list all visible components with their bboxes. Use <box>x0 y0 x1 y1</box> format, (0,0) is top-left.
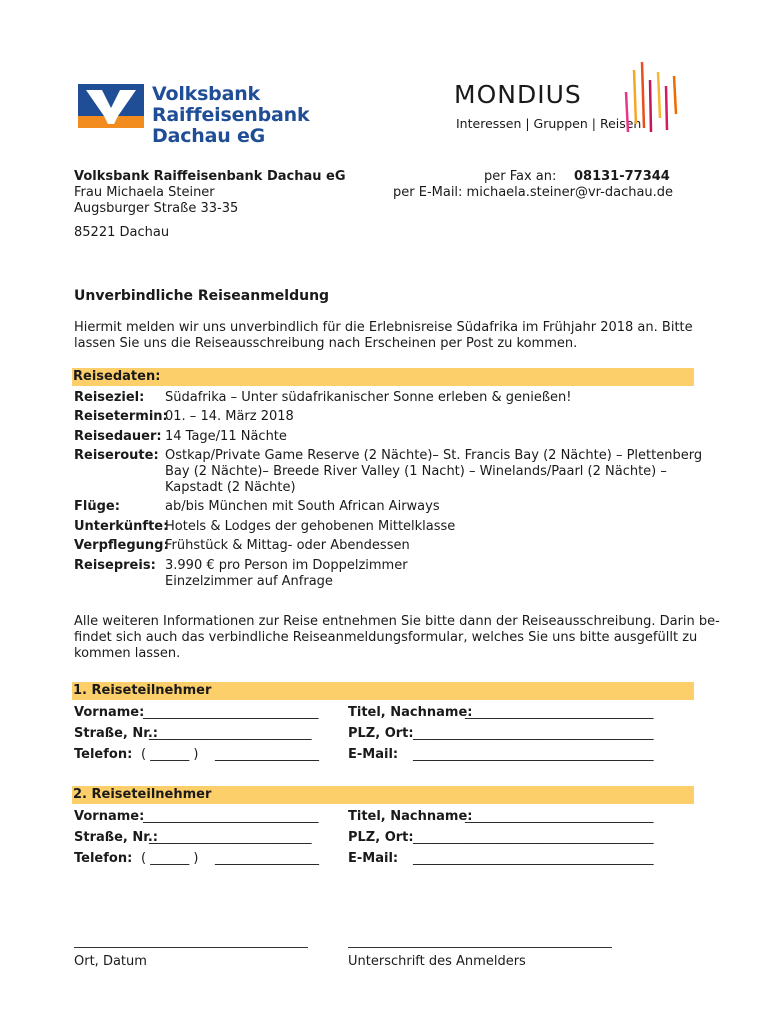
recipient-person: Frau Michaela Steiner <box>74 185 215 200</box>
p1-plz-label: PLZ, Ort: <box>348 726 414 741</box>
mondius-tagline: Interessen | Gruppen | Reisen <box>456 116 642 131</box>
fax-number: 08131-77344 <box>574 169 670 184</box>
p1-telefon-field[interactable]: ________________ <box>215 747 319 762</box>
p1-strasse-field[interactable]: _________________________ <box>149 726 312 741</box>
row-label-verpflegung: Verpflegung: <box>74 538 169 553</box>
recipient-city: 85221 Dachau <box>74 225 170 240</box>
p2-vorname-label: Vorname: <box>74 809 145 824</box>
info-line2: findet sich auch das verbindliche Reiseanmeldungsformular, welches Sie uns bitte ausgefüllt zu <box>74 630 698 645</box>
row-value-reisepreis-2: Einzelzimmer auf Anfrage <box>165 574 333 589</box>
p2-vorname-field[interactable]: ___________________________ <box>143 809 319 824</box>
p1-vorname-label: Vorname: <box>74 705 145 720</box>
participant1-band <box>72 682 694 700</box>
row-label-reisedauer: Reisedauer: <box>74 429 162 444</box>
row-value-fluege: ab/bis München mit South African Airways <box>165 499 440 514</box>
recipient-company: Volksbank Raiffeisenbank Dachau eG <box>74 169 346 184</box>
p2-telefon-field[interactable]: ________________ <box>215 851 319 866</box>
row-value-reiseroute-1: Ostkap/Private Game Reserve (2 Nächte)– St. Francis Bay (2 Nächte) – Plettenberg <box>165 448 703 463</box>
row-value-verpflegung: Frühstück & Mittag- oder Abendessen <box>165 538 410 553</box>
row-label-unterkuenfte: Unterkünfte: <box>74 519 169 534</box>
row-label-reisepreis: Reisepreis: <box>74 558 156 573</box>
info-line3: kommen lassen. <box>74 646 181 661</box>
email-line: per E-Mail: michaela.steiner@vr-dachau.de <box>393 185 674 200</box>
row-value-reisedauer: 14 Tage/11 Nächte <box>165 429 287 444</box>
row-value-reisetermin: 01. – 14. März 2018 <box>165 409 294 424</box>
p2-titel-label: Titel, Nachname: <box>348 809 473 824</box>
intro-line1: Hiermit melden wir uns unverbindlich für die Erlebnisreise Südafrika im Frühjahr 2018 an. Bitte <box>74 320 693 335</box>
participant1-heading: 1. Reiseteilnehmer <box>73 683 212 698</box>
reisedaten-heading: Reisedaten: <box>73 369 161 384</box>
volksbank-logo <box>78 83 408 147</box>
info-line1: Alle weiteren Informationen zur Reise entnehmen Sie bitte dann der Reiseausschreibung. Darin be- <box>74 614 720 629</box>
p2-plz-field[interactable]: _____________________________________ <box>413 830 654 845</box>
signature-left-label: Ort, Datum <box>74 954 147 969</box>
signature-right-label: Unterschrift des Anmelders <box>348 954 526 969</box>
p1-titel-field[interactable]: _____________________________ <box>465 705 654 720</box>
p1-telefon-label: Telefon: <box>74 747 133 762</box>
p2-plz-label: PLZ, Ort: <box>348 830 414 845</box>
row-label-reiseroute: Reiseroute: <box>74 448 159 463</box>
row-value-unterkuenfte: Hotels & Lodges der gehobenen Mittelklasse <box>165 519 456 534</box>
p2-telefon-label: Telefon: <box>74 851 133 866</box>
signature-line-right[interactable] <box>348 947 612 948</box>
p2-strasse-label: Straße, Nr.: <box>74 830 158 845</box>
volksbank-mark-icon <box>78 84 144 128</box>
p2-telefon-area-field[interactable]: ( ______ ) <box>141 851 199 866</box>
row-value-reisepreis-1: 3.990 € pro Person im Doppelzimmer <box>165 558 408 573</box>
p1-plz-field[interactable]: _____________________________________ <box>413 726 654 741</box>
p1-titel-label: Titel, Nachname: <box>348 705 473 720</box>
bank-name-line2: Dachau eG <box>152 125 266 147</box>
row-label-reiseziel: Reiseziel: <box>74 390 145 405</box>
row-value-reiseroute-2: Bay (2 Nächte)– Breede River Valley (1 Nacht) – Winelands/Paarl (2 Nächte) – <box>165 464 667 479</box>
p1-vorname-field[interactable]: ___________________________ <box>143 705 319 720</box>
row-label-reisetermin: Reisetermin: <box>74 409 168 424</box>
participant2-heading: 2. Reiseteilnehmer <box>73 787 212 802</box>
mondius-bars-icon <box>622 62 702 134</box>
p1-email-label: E-Mail: <box>348 747 399 762</box>
signature-line-left[interactable] <box>74 947 308 948</box>
fax-label: per Fax an: <box>484 169 557 184</box>
p1-telefon-area-field[interactable]: ( ______ ) <box>141 747 199 762</box>
page-title: Unverbindliche Reiseanmeldung <box>74 288 330 304</box>
p1-email-field[interactable]: _____________________________________ <box>413 747 654 762</box>
p2-titel-field[interactable]: _____________________________ <box>465 809 654 824</box>
participant2-band <box>72 786 694 804</box>
p2-email-field[interactable]: _____________________________________ <box>413 851 654 866</box>
bank-name-line1: Volksbank Raiffeisenbank <box>152 83 310 126</box>
mondius-wordmark: MONDIUS <box>454 80 582 109</box>
recipient-street: Augsburger Straße 33-35 <box>74 201 239 216</box>
mondius-logo <box>454 62 704 134</box>
p2-email-label: E-Mail: <box>348 851 399 866</box>
p1-strasse-label: Straße, Nr.: <box>74 726 158 741</box>
reisedaten-band <box>72 368 694 386</box>
row-value-reiseziel: Südafrika – Unter südafrikanischer Sonne erleben & genießen! <box>165 390 572 405</box>
row-label-fluege: Flüge: <box>74 499 120 514</box>
p2-strasse-field[interactable]: _________________________ <box>149 830 312 845</box>
intro-line2: lassen Sie uns die Reiseausschreibung nach Erscheinen per Post zu kommen. <box>74 336 578 351</box>
row-value-reiseroute-3: Kapstadt (2 Nächte) <box>165 480 296 495</box>
